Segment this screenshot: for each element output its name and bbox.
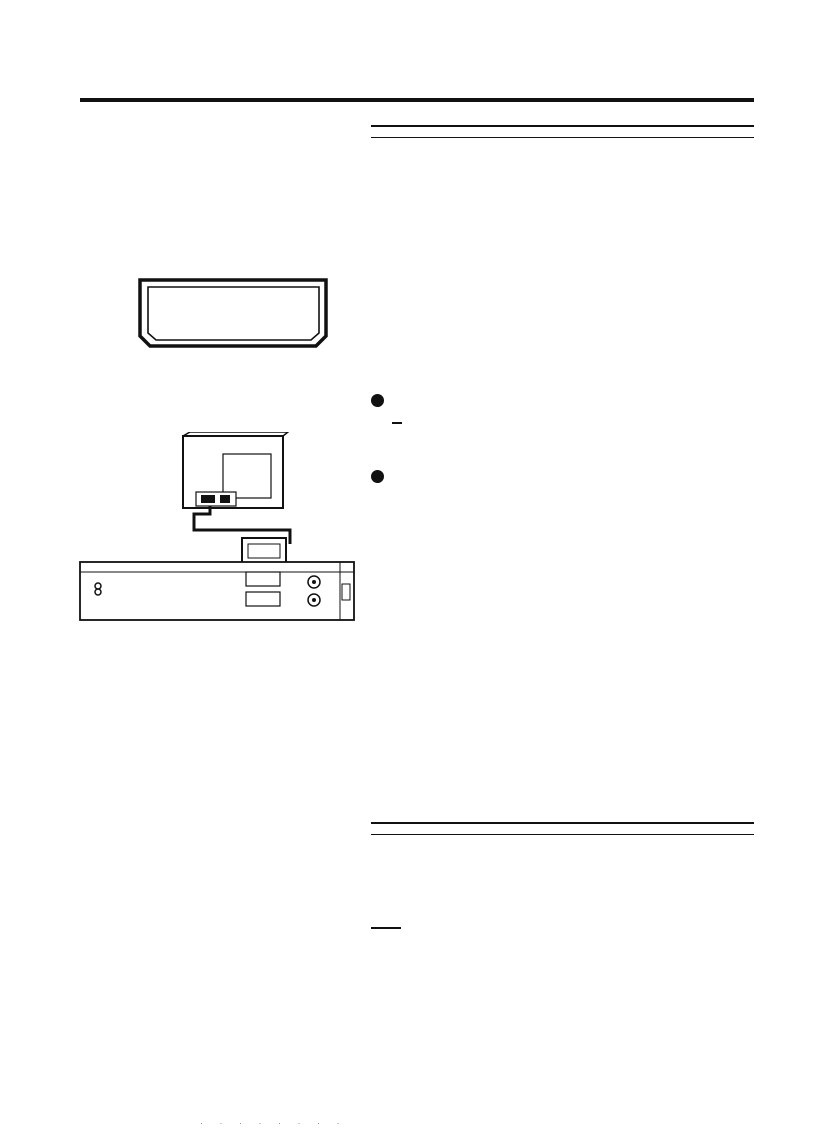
tv-vcr-connection-illustration — [78, 432, 360, 624]
step-number-badge — [371, 470, 384, 483]
paragraph-older-tv — [371, 563, 757, 643]
vcr-rear-icon — [80, 562, 354, 620]
tv-rear-icon — [183, 432, 288, 508]
paragraph-intro — [371, 179, 757, 239]
paragraph-connected — [371, 659, 757, 679]
paragraph-no-scart — [371, 255, 757, 375]
scart-connector-illustration — [138, 278, 328, 348]
section-title-noodstop — [371, 822, 754, 835]
paragraph-noodstop — [371, 876, 757, 1016]
scan-noise: · · · · · · · · — [200, 1118, 347, 1128]
section-title-aansluiting — [371, 125, 754, 138]
standby-key-label — [371, 927, 401, 929]
top-rule — [80, 98, 754, 102]
section-aansluiting-body — [371, 179, 757, 679]
step-1 — [371, 391, 757, 451]
step-2 — [371, 467, 757, 547]
section-noodstop-body — [371, 876, 757, 1016]
ext1-key-label — [392, 422, 402, 424]
step-number-badge — [371, 394, 384, 407]
